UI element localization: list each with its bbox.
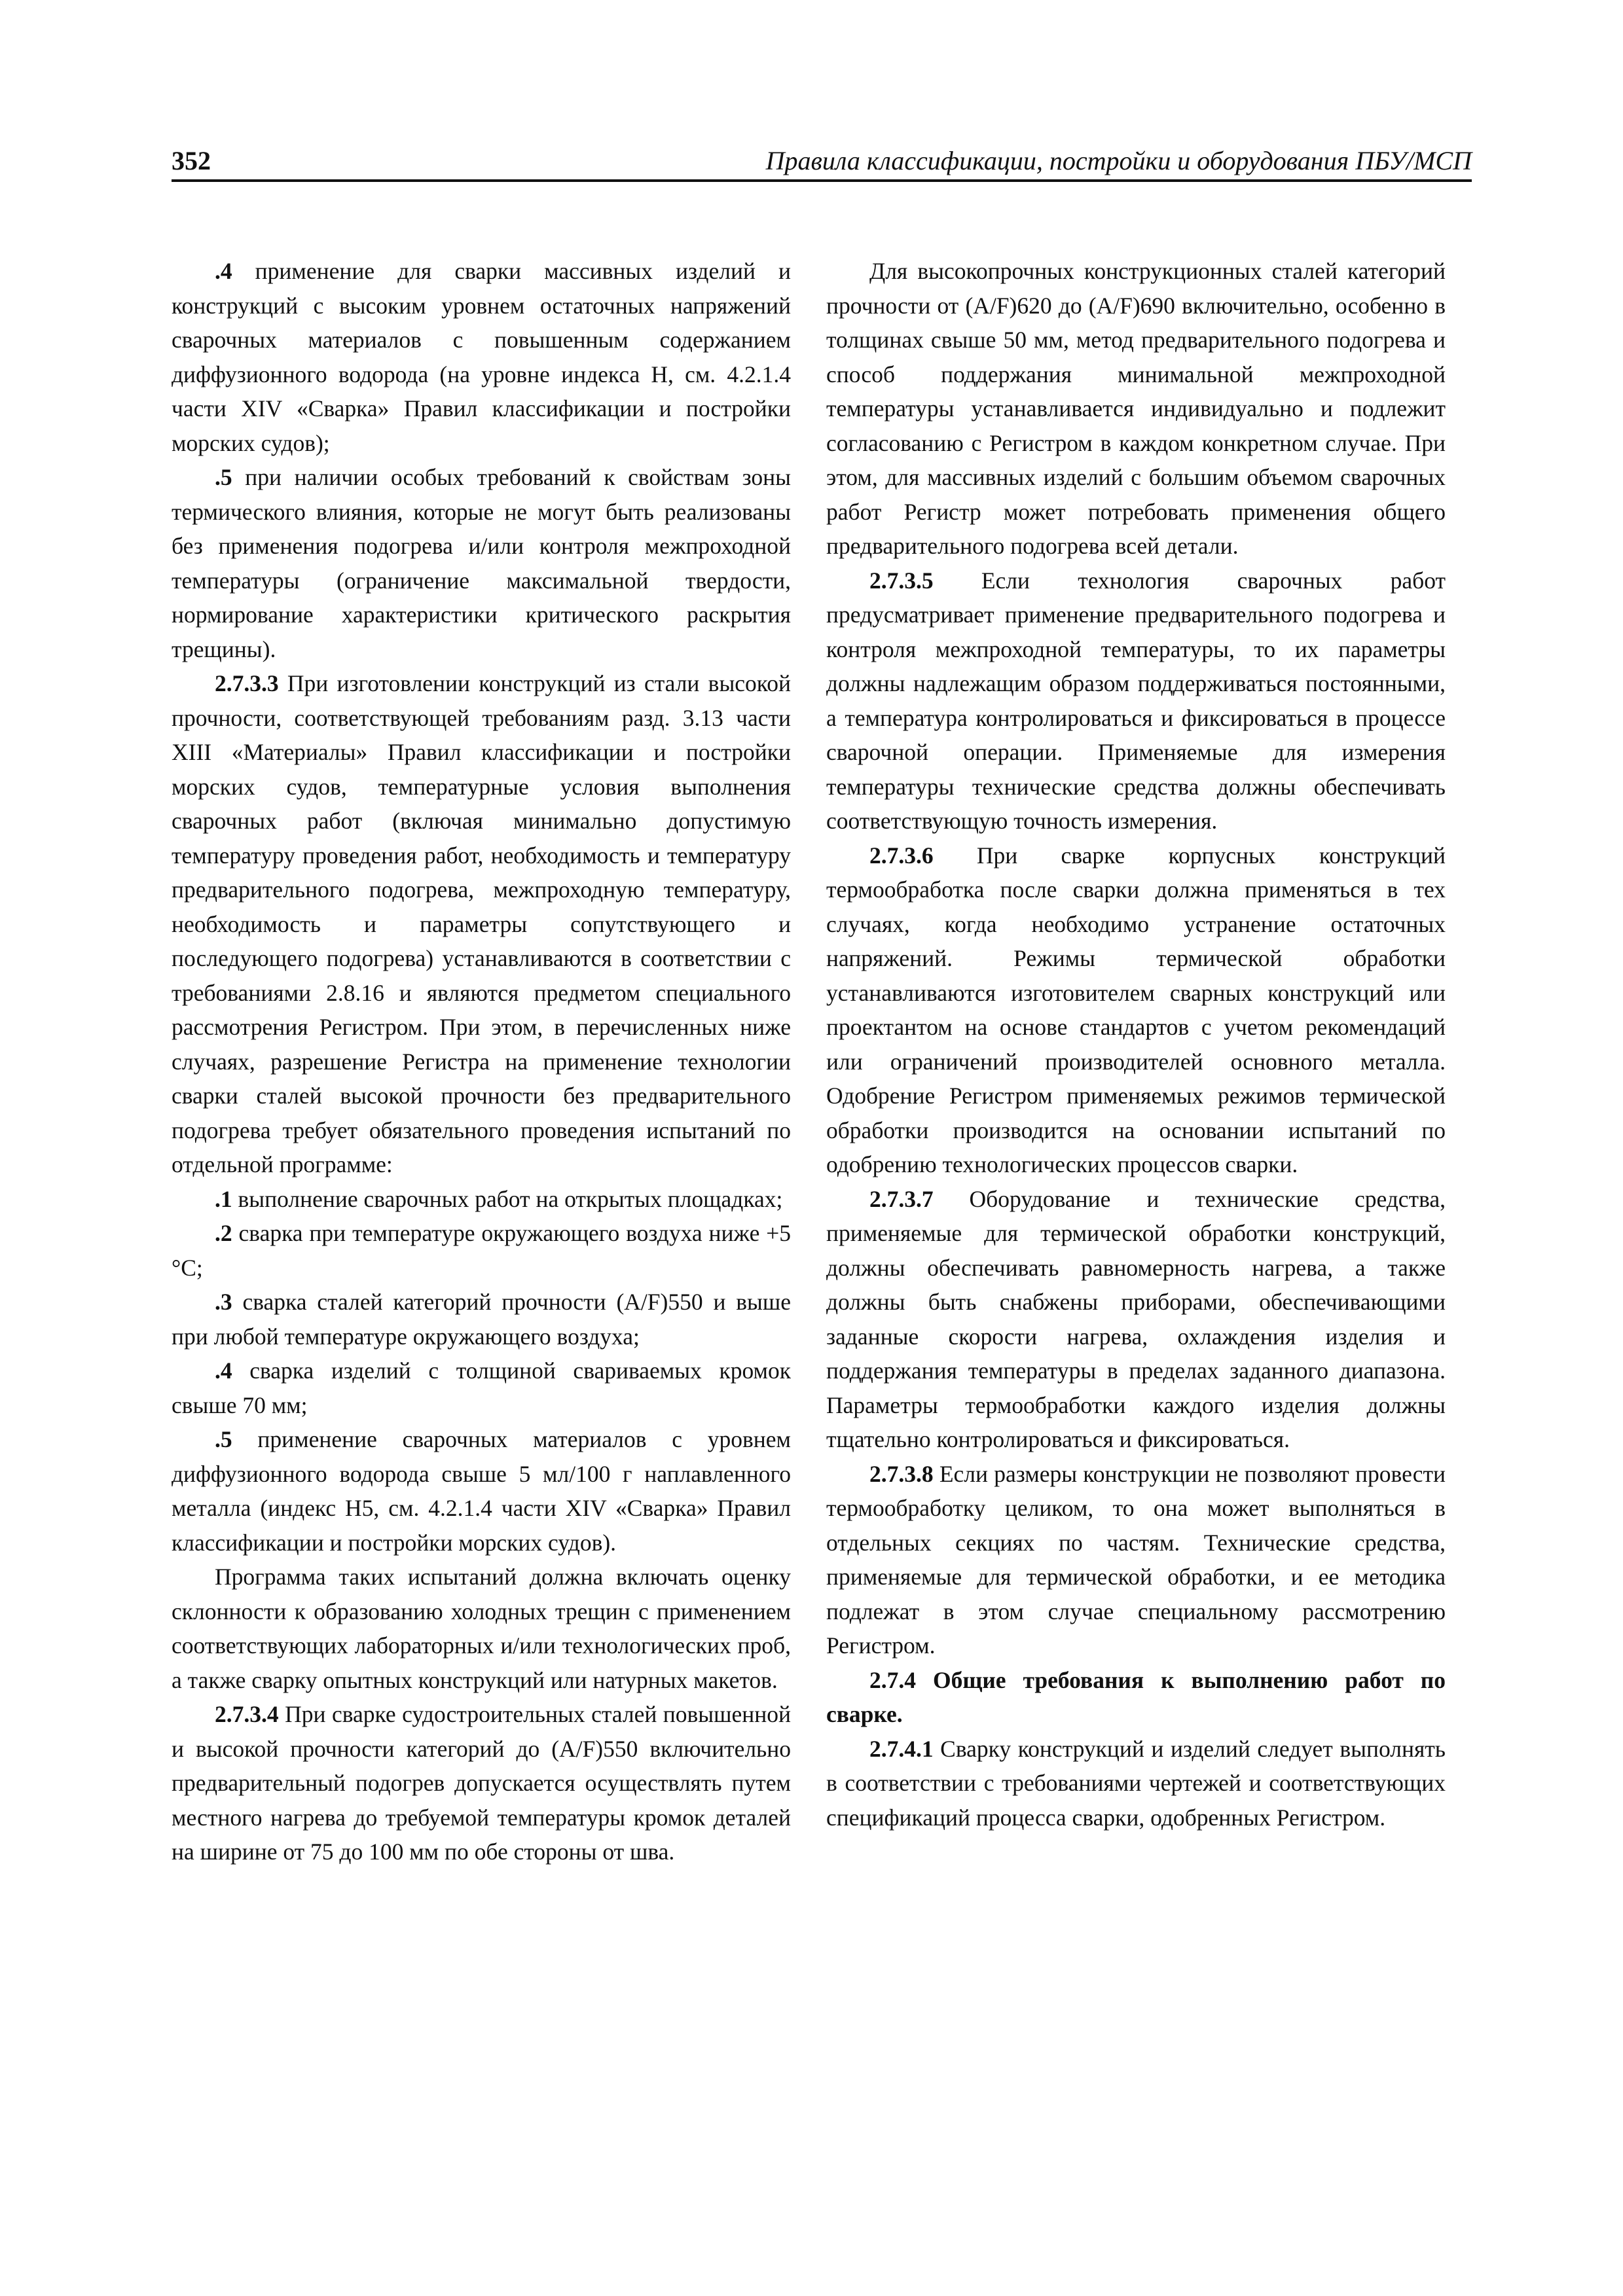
item-number: .4 [215,1357,232,1384]
paragraph-text: При сварке корпусных конструкций термообработка после сварки должна применяться в тех случаях, когда необходимо устранение остаточных напряжений. Режимы термической обработки устанавливаются изготовителем сварных конструкций или проектантом на основе стандартов с учетом рекомендаций или ограничений производителей основного металла. Одобрение Регистром применяемых режимов термической обработки производится на основании испытаний по одобрению технологических процессов сварки. [826,842,1446,1177]
paragraph [172,1422,791,1560]
paragraph [826,254,1446,564]
paragraph-text: при наличии особых требований к свойствам зоны термического влияния, которые не могут быть реализованы без применения подогрева и/или контроля межпроходной температуры (ограничение максимальной твердости, нормирование характеристики критического раскрытия трещины). [172,464,791,662]
paragraph-text: применение для сварки массивных изделий и конструкций с высоким уровнем остаточных напряжений сварочных материалов с повышенным содержанием диффузионного водорода (на уровне индекса H, см. 4.2.1.4 части XIV «Сварка» Правил классификации и постройки морских судов); [172,258,791,456]
item-number: .5 [215,464,232,490]
running-title: Правила классификации, постройки и оборудования ПБУ/МСП [765,146,1472,175]
paragraph-text: сварка сталей категорий прочности (A/F)550 и выше при любой температуре окружающего воздуха; [172,1289,791,1350]
item-number: 2.7.3.7 [869,1185,934,1212]
paragraph [826,1457,1446,1663]
right-column [826,254,1446,1835]
item-number: .2 [215,1220,232,1246]
paragraph [172,1354,791,1422]
item-number: .3 [215,1289,232,1315]
item-number: .5 [215,1426,232,1452]
page-number: 352 [172,146,211,175]
paragraph [172,666,791,1182]
paragraph-text: Если размеры конструкции не позволяют провести термообработку целиком, то она может выполняться в отдельных секциях по частям. Технические средства, применяемые для термической обработки, и ее методика подлежат в этом случае специальному рассмотрению Регистром. [826,1460,1446,1659]
paragraph-text: При изготовлении конструкций из стали высокой прочности, соответствующей требованиям разд. 3.13 части XIII «Материалы» Правил классификации и постройки морских судов, температурные условия выполнения сварочных работ (включая минимально допустимую температуру проведения работ, необходимость и температуру предварительного подогрева, межпроходную температуру, необходимость и параметры сопутствующего и последующего подогрева) устанавливаются в соответствии с требованиями 2.8.16 и являются предметом специального рассмотрения Регистром. При этом, в перечисленных ниже случаях, разрешение Регистра на применение технологии сварки сталей высокой прочности без предварительного подогрева требует обязательного проведения испытаний по отдельной программе: [172,670,791,1177]
paragraph-text: Оборудование и технические средства, применяемые для термической обработки конструкций, должны обеспечивать равномерность нагрева, а также должны быть снабжены приборами, обеспечивающими заданные скорости нагрева, охлаждения изделия и поддержания температуры в пределах заданного диапазона. Параметры термообработки каждого изделия должны тщательно контролироваться и фиксироваться. [826,1185,1446,1452]
paragraph-text: Программа таких испытаний должна включать оценку склонности к образованию холодных трещин с применением соответствующих лабораторных и/или технологических проб, а также сварку опытных конструкций или натурных макетов. [172,1564,791,1693]
paragraph-text: Если технология сварочных работ предусматривает применение предварительного подогрева и контроля межпроходной температуры, то их параметры должны надлежащим образом поддерживаться постоянными, а температура контролироваться и фиксироваться в процессе сварочной операции. Применяемые для измерения температуры технические средства должны обеспечивать соответствующую точность измерения. [826,567,1446,834]
paragraph [826,838,1446,1182]
paragraph-text: сварка изделий с толщиной свариваемых кромок свыше 70 мм; [172,1357,791,1418]
item-number: .1 [215,1185,232,1212]
item-number: .4 [215,258,232,284]
item-number: 2.7.3.4 [215,1701,279,1727]
item-number: 2.7.3.6 [869,842,934,869]
item-number: 2.7.3.8 [869,1460,934,1487]
section-heading-text: 2.7.4 Общие требования к выполнению работ по сварке. [826,1666,1446,1727]
paragraph-text: применение сварочных материалов с уровнем диффузионного водорода свыше 5 мл/100 г наплавленного металла (индекс H5, см. 4.2.1.4 части XIV «Сварка» Правил классификации и постройки морских судов). [172,1426,791,1556]
left-column [172,254,791,1869]
item-number: 2.7.4.1 [869,1735,934,1762]
paragraph [172,1285,791,1354]
paragraph [826,1732,1446,1835]
item-number: 2.7.3.3 [215,670,279,696]
paragraph [826,1182,1446,1457]
item-number: 2.7.3.5 [869,567,934,594]
paragraph-text: выполнение сварочных работ на открытых площадках; [232,1185,783,1212]
section-heading [826,1663,1446,1732]
paragraph-text: сварка при температуре окружающего воздуха ниже +5 °C; [172,1220,791,1281]
page-header [172,145,1472,182]
paragraph-text: Сварку конструкций и изделий следует выполнять в соответствии с требованиями чертежей и соответствующих спецификаций процесса сварки, одобренных Регистром. [826,1735,1446,1831]
paragraph [172,1182,791,1217]
paragraph [172,254,791,460]
paragraph [172,1216,791,1285]
paragraph [172,1560,791,1697]
paragraph-text: Для высокопрочных конструкционных сталей категорий прочности от (A/F)620 до (A/F)690 включительно, особенно в толщинах свыше 50 мм, метод предварительного подогрева и способ поддержания минимальной межпроходной температуры устанавливается индивидуально и подлежит согласованию с Регистром в каждом конкретном случае. При этом, для массивных изделий с большим объемом сварочных работ Регистр может потребовать применения общего предварительного подогрева всей детали. [826,258,1446,559]
paragraph [172,460,791,666]
paragraph [826,564,1446,838]
paragraph [172,1697,791,1869]
paragraph-text: При сварке судостроительных сталей повышенной и высокой прочности категорий до (A/F)550 включительно предварительный подогрев допускается осуществлять путем местного нагрева до требуемой температуры кромок деталей на ширине от 75 до 100 мм по обе стороны от шва. [172,1701,791,1865]
